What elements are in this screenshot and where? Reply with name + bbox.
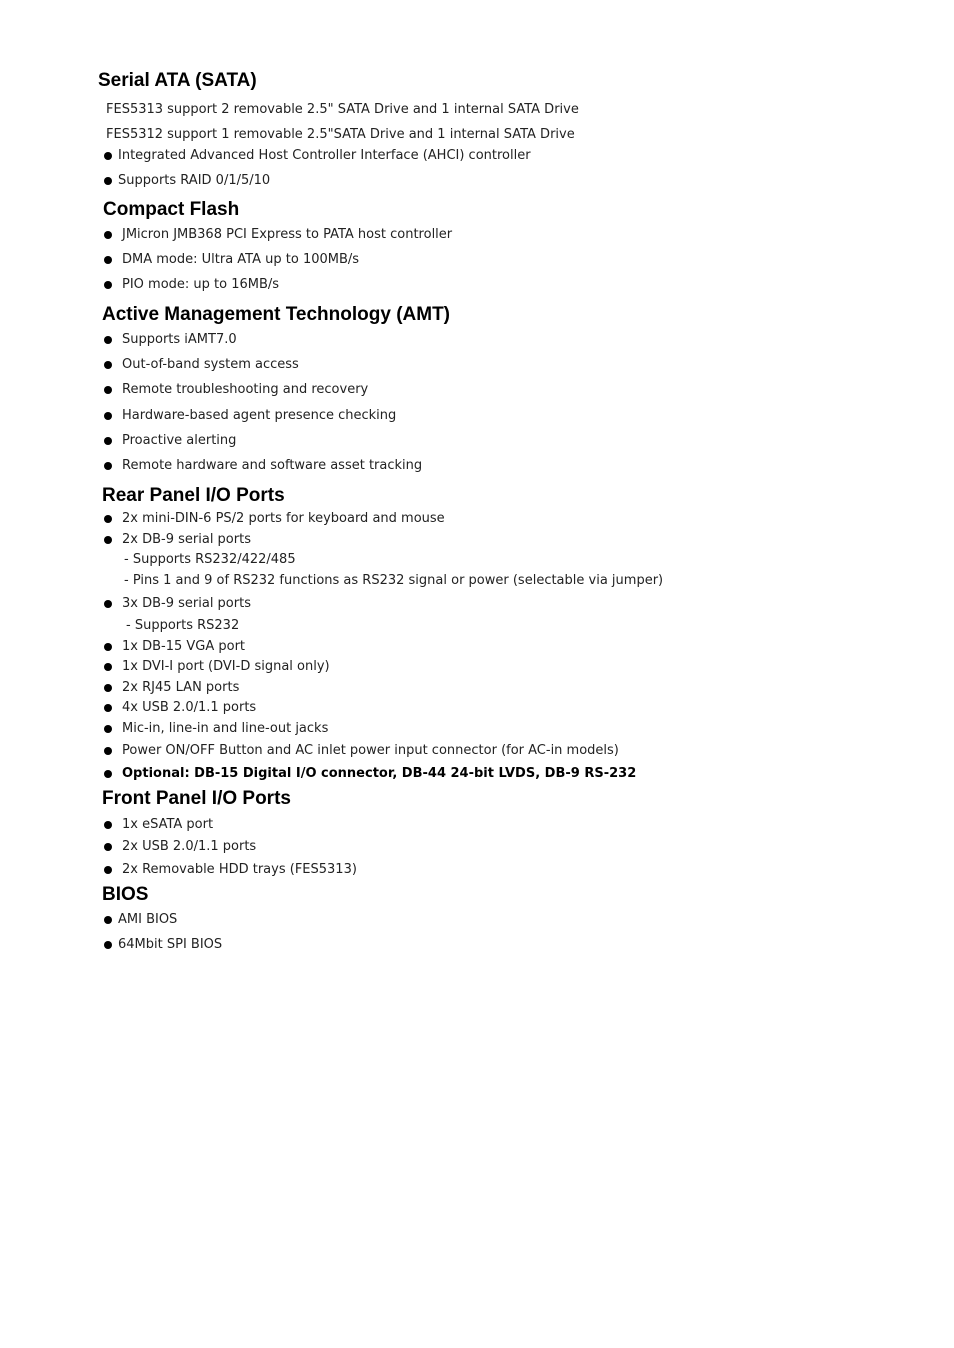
- bullet-icon: [104, 386, 112, 394]
- sata-item-1: Integrated Advanced Host Controller Interface (AHCI) controller: [118, 148, 531, 163]
- section-title-rear-panel: Rear Panel I/O Ports: [102, 485, 285, 506]
- bullet-icon: [104, 231, 112, 239]
- bullet-icon: [104, 821, 112, 829]
- rear-item-10: Optional: DB-15 Digital I/O connector, DB-44 24-bit LVDS, DB-9 RS-232: [122, 766, 637, 781]
- amt-item-6: Remote hardware and software asset tracking: [122, 458, 423, 473]
- bullet-icon: [104, 663, 112, 671]
- cf-item-3: PIO mode: up to 16MB/s: [122, 277, 280, 292]
- rear-item-1: 2x mini-DIN-6 PS/2 ports for keyboard and mouse: [122, 511, 445, 526]
- bullet-icon: [104, 412, 112, 420]
- amt-item-3: Remote troubleshooting and recovery: [122, 382, 369, 397]
- front-item-1: 1x eSATA port: [122, 817, 214, 832]
- bullet-icon: [104, 600, 112, 608]
- bullet-icon: [104, 704, 112, 712]
- section-title-bios: BIOS: [102, 884, 149, 905]
- bullet-icon: [104, 437, 112, 445]
- section-title-compact-flash: Compact Flash: [103, 199, 240, 220]
- rear-item-2: 2x DB-9 serial ports: [122, 532, 251, 547]
- bullet-icon: [104, 866, 112, 874]
- bios-item-1: AMI BIOS: [118, 912, 178, 927]
- sata-line-2: FES5312 support 1 removable 2.5"SATA Drive and 1 internal SATA Drive: [106, 127, 575, 142]
- section-title-amt: Active Management Technology (AMT): [102, 304, 451, 325]
- amt-item-2: Out-of-band system access: [122, 357, 299, 372]
- amt-item-4: Hardware-based agent presence checking: [122, 408, 397, 423]
- bullet-icon: [104, 747, 112, 755]
- front-item-2: 2x USB 2.0/1.1 ports: [122, 839, 257, 854]
- bullet-icon: [104, 684, 112, 692]
- bullet-icon: [104, 256, 112, 264]
- sata-item-2: Supports RAID 0/1/5/10: [118, 173, 271, 188]
- amt-item-5: Proactive alerting: [122, 433, 237, 448]
- rear-subitem-1: - Supports RS232/422/485: [124, 552, 296, 567]
- rear-item-4: 1x DB-15 VGA port: [122, 639, 246, 654]
- section-title-sata: Serial ATA (SATA): [98, 70, 257, 91]
- sata-line-1: FES5313 support 2 removable 2.5" SATA Drive and 1 internal SATA Drive: [106, 102, 579, 117]
- bullet-icon: [104, 281, 112, 289]
- bullet-icon: [104, 152, 112, 160]
- cf-item-2: DMA mode: Ultra ATA up to 100MB/s: [122, 252, 360, 267]
- bullet-icon: [104, 941, 112, 949]
- cf-item-1: JMicron JMB368 PCI Express to PATA host controller: [122, 227, 453, 242]
- bullet-icon: [104, 643, 112, 651]
- section-title-front-panel: Front Panel I/O Ports: [102, 788, 291, 809]
- bullet-icon: [104, 770, 112, 778]
- bullet-icon: [104, 536, 112, 544]
- rear-item-9: Power ON/OFF Button and AC inlet power input connector (for AC-in models): [122, 743, 619, 758]
- rear-item-3: 3x DB-9 serial ports: [122, 596, 251, 611]
- bullet-icon: [104, 462, 112, 470]
- rear-subitem-2: - Pins 1 and 9 of RS232 functions as RS232 signal or power (selectable via jumper): [124, 573, 664, 588]
- amt-item-1: Supports iAMT7.0: [122, 332, 237, 347]
- rear-item-8: Mic-in, line-in and line-out jacks: [122, 721, 329, 736]
- bullet-icon: [104, 725, 112, 733]
- bullet-icon: [104, 177, 112, 185]
- rear-item-6: 2x RJ45 LAN ports: [122, 680, 240, 695]
- bullet-icon: [104, 843, 112, 851]
- bullet-icon: [104, 336, 112, 344]
- rear-subitem-3: - Supports RS232: [126, 618, 240, 633]
- rear-item-7: 4x USB 2.0/1.1 ports: [122, 700, 257, 715]
- bullet-icon: [104, 916, 112, 924]
- rear-item-5: 1x DVI-I port (DVI-D signal only): [122, 659, 330, 674]
- bullet-icon: [104, 515, 112, 523]
- bullet-icon: [104, 361, 112, 369]
- front-item-3: 2x Removable HDD trays (FES5313): [122, 862, 357, 877]
- bios-item-2: 64Mbit SPI BIOS: [118, 937, 223, 952]
